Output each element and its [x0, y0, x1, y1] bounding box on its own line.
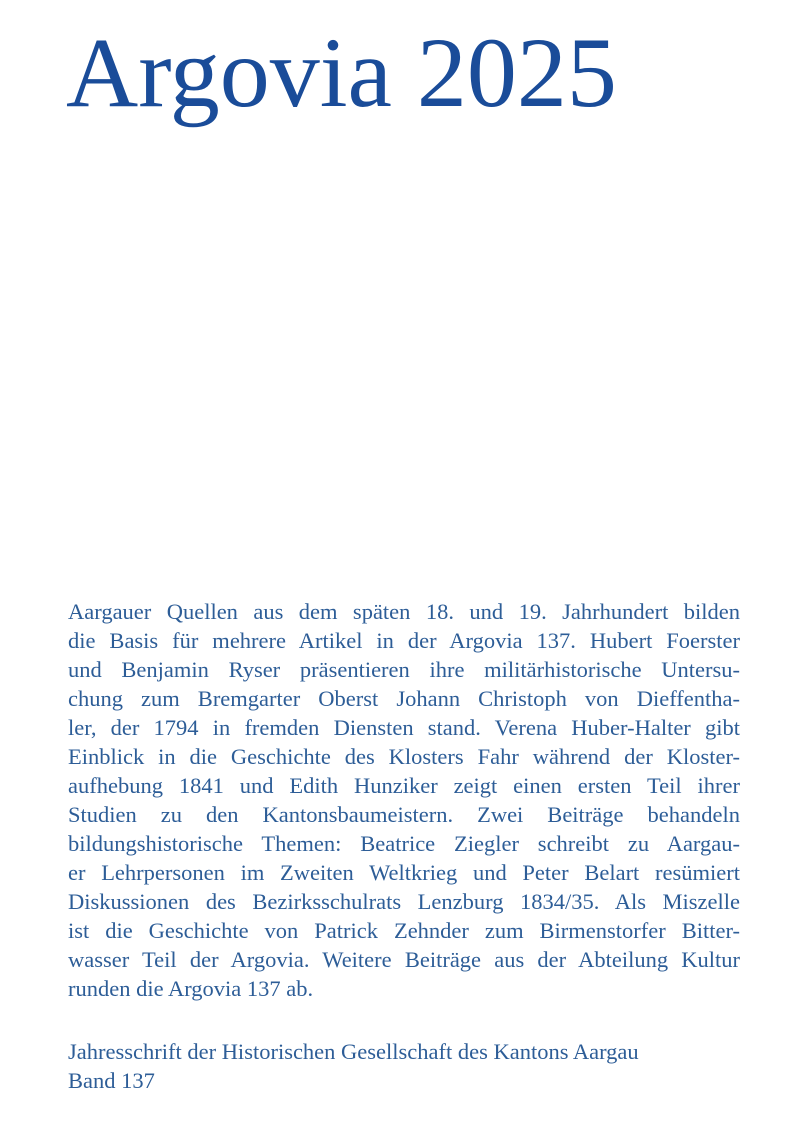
intro-line: die Basis für mehrere Artikel in der Argovia 137. Hubert Foerster [68, 628, 740, 653]
intro-line: Aargauer Quellen aus dem späten 18. und 19. Jahrhundert bilden [68, 599, 740, 624]
intro-line: ler, der 1794 in fremden Diensten stand. Verena Huber-Halter gibt [68, 715, 740, 740]
intro-line: und Benjamin Ryser präsentieren ihre militärhistorische Untersu- [68, 657, 740, 682]
intro-line: Diskussionen des Bezirksschulrats Lenzburg 1834/35. Als Miszelle [68, 889, 740, 914]
intro-line: chung zum Bremgarter Oberst Johann Christoph von Dieffentha- [68, 686, 740, 711]
intro-line: Einblick in die Geschichte des Klosters Fahr während der Kloster- [68, 744, 740, 769]
intro-line: runden die Argovia 137 ab. [68, 976, 314, 1001]
page-title: Argovia 2025 [66, 17, 617, 128]
imprint-line: Jahresschrift der Historischen Gesellschaft des Kantons Aargau [68, 1039, 639, 1064]
intro-line: Studien zu den Kantonsbaumeistern. Zwei Beiträge behandeln [68, 802, 740, 827]
intro-paragraph [68, 597, 740, 1003]
imprint-line: Band 137 [68, 1068, 155, 1093]
intro-line: bildungshistorische Themen: Beatrice Ziegler schreibt zu Aargau- [68, 831, 740, 856]
intro-line: wasser Teil der Argovia. Weitere Beiträge aus der Abteilung Kultur [68, 947, 740, 972]
imprint [68, 1037, 740, 1095]
intro-line: ist die Geschichte von Patrick Zehnder zum Birmenstorfer Bitter- [68, 918, 740, 943]
intro-line: aufhebung 1841 und Edith Hunziker zeigt einen ersten Teil ihrer [68, 773, 740, 798]
intro-line: er Lehrpersonen im Zweiten Weltkrieg und Peter Belart resümiert [68, 860, 740, 885]
